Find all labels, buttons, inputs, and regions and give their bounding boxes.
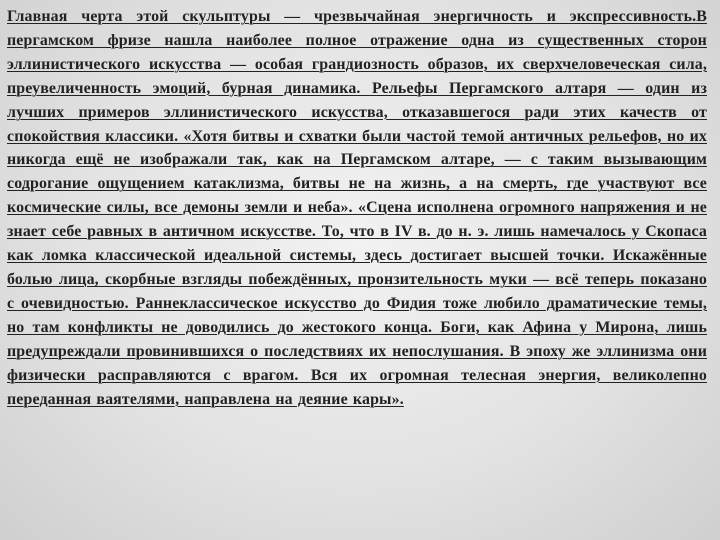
body-text-paragraph: Главная черта этой скульптуры — чрезвычайная энергичность и экспрессивность.В пергамском фризе нашла наиболее полное отражение одна из существенных сторон эллинистического искусства — особая грандиозность образов, их сверхчеловеческая сила, преувеличенность эмоций, бурная динамика. Рельефы Пергамского алтаря — один из лучших примеров эллинистического искусства, отказавшегося ради этих качеств от спокойствия классики. «Хотя битвы и схватки были частой темой античных рельефов, но их никогда ещё не изображали так, как на Пергамском алтаре, — с таким вызывающим содрогание ощущением катаклизма, битвы не на жизнь, а на смерть, где участвуют все космические силы, все демоны земли и неба». «Сцена исполнена огромного напряжения и не знает себе равных в античном искусстве. То, что в IV в. до н. э. лишь намечалось у Скопаса как ломка классической идеальной системы, здесь достигает высшей точки. Искажённые болью лица, скорбные взгляды побеждённых, пронзительность муки — всё теперь показано с очевидностью. Раннеклассическое искусство до Фидия тоже любило драматические темы, но там конфликты не доводились до жестокого конца. Боги, как Афина у Мирона, лишь предупреждали провинившихся о последствиях их непослушания. В эпоху же эллинизма они физически расправляются с врагом. Вся их огромная телесная энергия, великолепно переданная ваятелями, направлена на деяние кары». <box>7 8 707 408</box>
